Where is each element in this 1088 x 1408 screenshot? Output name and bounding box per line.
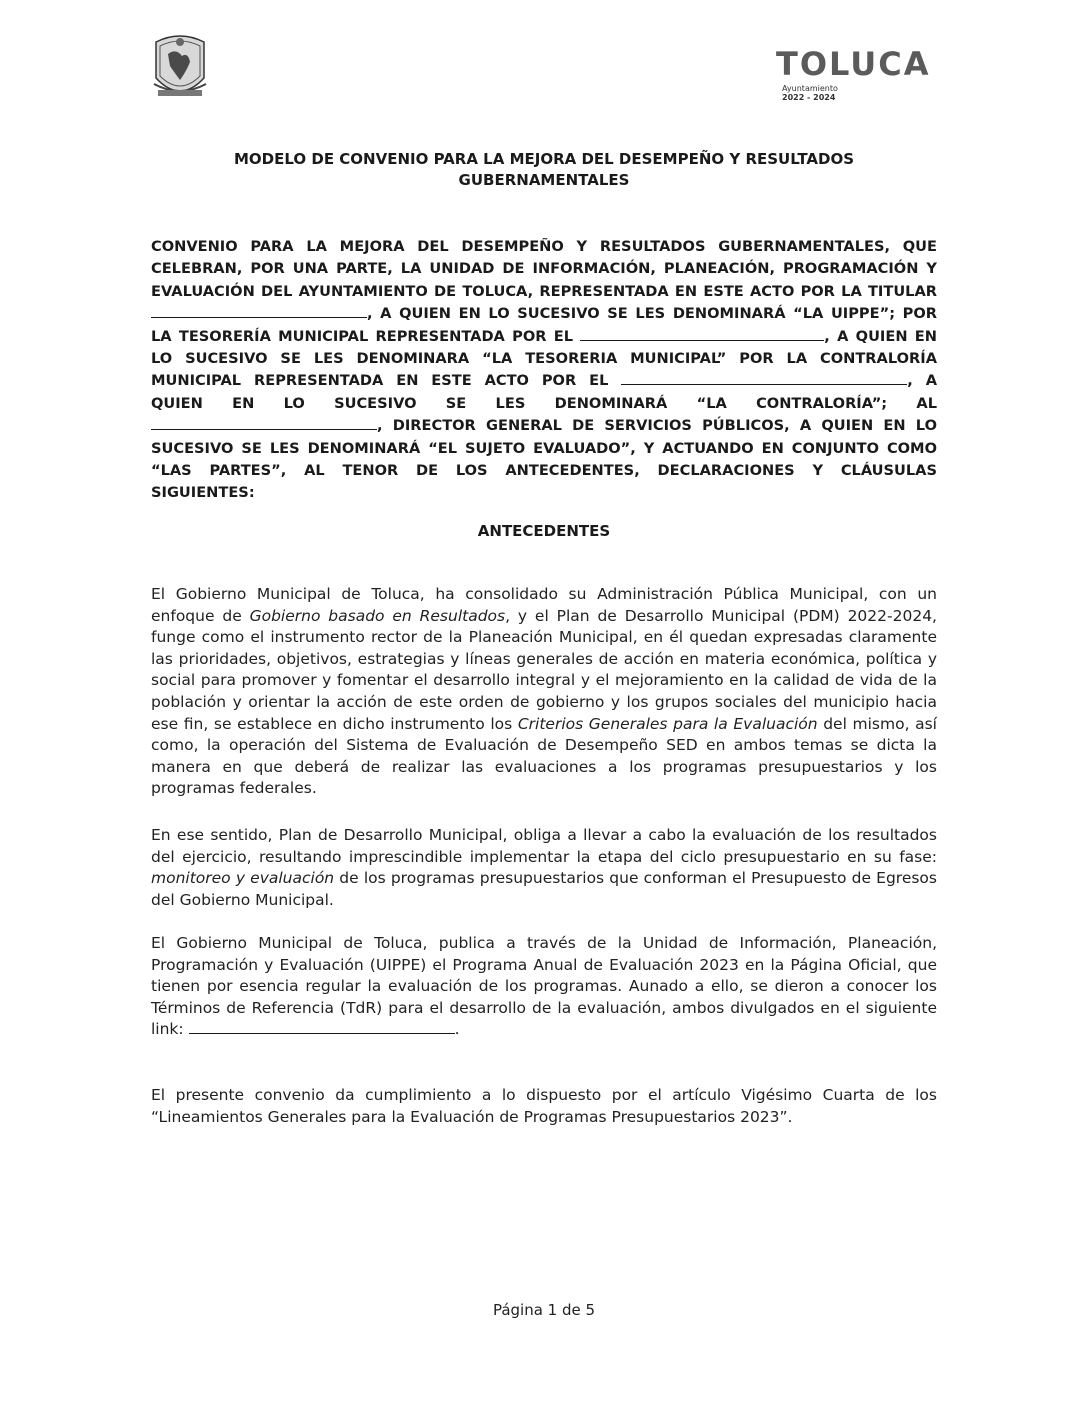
preamble-text-4: , A QUIEN EN LO SUCESIVO SE LES DENOMINARÁ “LA CONTRALORÍA”; AL [151,372,937,412]
blank-line-link [189,1019,455,1034]
paragraph-1-text-2: , y el Plan de Desarrollo Municipal (PDM) 2022-2024, funge como el instrumento rector de la Planeación Municipal, en él quedan expresadas claramente las prioridades, objetivos, estrategias y líneas generales de acción en materia económica, política y social para promover y fomentar el desarrollo integral y el mejoramiento en la calidad de vida de la población y orientar la acción de este orden de gobierno y los grupos sociales del municipio hacia ese fin, se establece en dicho instrumento los [151,606,937,733]
preamble-text-5: , DIRECTOR GENERAL DE SERVICIOS PÚBLICOS, A QUIEN EN LO SUCESIVO SE LES DENOMINARÁ “EL SUJETO EVALUADO”, Y ACTUANDO EN CONJUNTO COMO “LAS PARTES”, AL TENOR DE LOS ANTECEDENTES, DECLARACIONES Y CLÁUSULAS SIGUIENTES: [151,417,937,502]
paragraph-2-text-2: de los programas presupuestarios que conforman el Presupuesto de Egresos del Gobierno Municipal. [151,869,937,909]
estado-de-mexico-coat-of-arms-icon [150,32,210,102]
document-title-line2: GUBERNAMENTALES [458,171,630,189]
preamble-text-3: , A QUIEN EN LO SUCESIVO SE LES DENOMINARA “LA TESORERIA MUNICIPAL” POR LA CONTRALORÍA MUNICIPAL REPRESENTADA EN ESTE ACTO POR EL [151,327,937,390]
paragraph-2-italic: monitoreo y evaluación [151,869,335,888]
preamble-text-1: CONVENIO PARA LA MEJORA DEL DESEMPEÑO Y RESULTADOS GUBERNAMENTALES, QUE CELEBRAN, POR UNA PARTE, LA UNIDAD DE INFORMACIÓN, PLANEACIÓN, PROGRAMACIÓN Y EVALUACIÓN DEL AYUNTAMIENTO DE TOLUCA, REPRESENTADA EN ESTE ACTO POR LA TITULAR [151,238,937,300]
blank-line-uippe-titular [151,303,367,318]
preamble-text-2: , A QUIEN EN LO SUCESIVO SE LES DENOMINARÁ “LA UIPPE”; POR LA TESORERÍA MUNICIPAL REPRESENTADA POR EL [151,305,937,345]
paragraph-3-text: El Gobierno Municipal de Toluca, publica a través de la Unidad de Información, Planeación, Programación y Evaluación (UIPPE) el Programa Anual de Evaluación 2023 en la Página Oficial, que tienen por esencia regular la evaluación de los programas. Aunado a ello, se dieron a conocer los Términos de Referencia (TdR) para el desarrollo de la evaluación, ambos divulgados en el siguiente link: [151,934,937,1039]
paragraph-3 [151,933,937,1041]
paragraph-2-text: En ese sentido, Plan de Desarrollo Municipal, obliga a llevar a cabo la evaluación de los resultados del ejercicio, resultando imprescindible implementar la etapa del ciclo presupuestario en su fase: [151,826,937,866]
blank-line-director [151,415,377,430]
paragraph-1 [151,584,937,800]
logo-wordmark: TOLUCA [776,45,931,83]
paragraph-1-text: El Gobierno Municipal de Toluca, ha consolidado su Administración Pública Municipal, con un enfoque de [151,585,937,625]
preamble-paragraph [151,236,937,505]
blank-line-tesoreria [580,326,824,341]
paragraph-1-italic-2: Criterios Generales para la Evaluación [517,714,818,733]
document-title-line1: MODELO DE CONVENIO PARA LA MEJORA DEL DESEMPEÑO Y RESULTADOS [234,150,854,168]
paragraph-3-period: . [454,1020,460,1039]
paragraph-1-text-3: del mismo, así como, la operación del Sistema de Evaluación de Desempeño SED en ambos temas se dicta la manera en que deberá de realizar las evaluaciones a los programas presupuestarios y los programas federales. [151,714,937,798]
section-title-antecedentes: ANTECEDENTES [477,522,611,540]
logo-subtitle: Ayuntamiento [782,84,838,93]
toluca-logo [776,46,936,106]
paragraph-4-text: El presente convenio da cumplimiento a lo dispuesto por el artículo Vigésimo Cuarta de los “Lineamientos Generales para la Evaluación de Programas Presupuestarios 2023”. [151,1086,937,1126]
paragraph-2 [151,825,937,911]
logo-period: 2022 - 2024 [782,93,836,102]
document-title [200,149,888,191]
paragraph-4 [151,1085,937,1128]
blank-line-contraloria [621,370,907,385]
page-number: Página 1 de 5 [492,1301,596,1319]
paragraph-1-italic-1: Gobierno basado en Resultados [249,606,506,625]
